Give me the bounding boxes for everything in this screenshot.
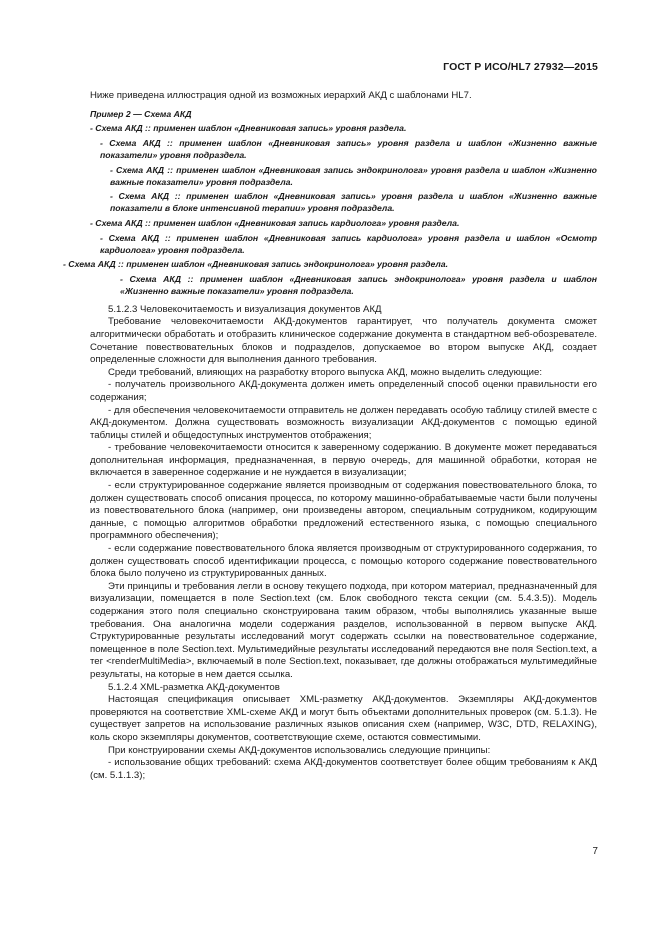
page-number: 7 (592, 846, 598, 857)
example-item: - Схема АКД :: применен шаблон «Дневниковая запись» уровня раздела. (90, 123, 407, 134)
list-item: - получатель произвольного АКД-документа должен иметь определенный способ оценки правильности его содержания; (90, 379, 597, 403)
body-paragraph: Среди требований, влияющих на разработку второго выпуска АКД, можно выделить следующие: (108, 366, 543, 378)
example-title: Пример 2 — Схема АКД (90, 108, 192, 119)
example-item: - Схема АКД :: применен шаблон «Дневниковая запись эндокринолога» уровня раздела. (63, 259, 449, 270)
list-item: - требование человекочитаемости относится к заверенному содержанию. В документе может передаваться дополнительная информация, предназначенная, в первую очередь, для машинной обработки, которая не включается в заверенное содержание и не нуждается в визуализации; (90, 442, 597, 479)
example-item: - Схема АКД :: применен шаблон «Дневниковая запись» уровня раздела и шаблон «Жизненно важные показатели в блоке интенсивной терапии» уровня подраздела. (110, 191, 597, 214)
list-item: - для обеспечения человекочитаемости отправитель не должен передавать особую таблицу стилей вместе с АКД-документом. Должна существовать возможность визуализации АКД-документов с помощью единой таблицы стилей и общедоступных инструментов отображения; (90, 404, 597, 441)
section-heading-5124: 5.1.2.4 XML-разметка АКД-документов (108, 681, 280, 693)
intro-paragraph: Ниже приведена иллюстрация одной из возможных иерархий АКД с шаблонами HL7. (90, 90, 472, 101)
list-item: - если структурированное содержание является производным от содержания повествовательного блока, то должен существовать способ описания процесса, по которому машинно-обрабатываемые части были получены из повествовательного блока (например, они произведены автором, специальным сотрудником, кодирующим данные, с помощью алгоритмов обработки предложений естественного языка, с помощью специального программного обеспечения); (90, 480, 597, 542)
list-item: - использование общих требований: схема АКД-документов соответствует более общим требованиям к АКД (см. 5.1.1.3); (90, 757, 597, 781)
example-item: - Схема АКД :: применен шаблон «Дневниковая запись» уровня раздела и шаблон «Жизненно важные показатели» уровня подраздела. (100, 138, 597, 160)
body-paragraph: При конструировании схемы АКД-документов использовались следующие принципы: (108, 744, 491, 756)
example-item: - Схема АКД :: применен шаблон «Дневниковая запись эндокринолога» уровня раздела и шаблон «Жизненно важные показатели» уровня подраздела. (110, 164, 597, 187)
example-item: - Схема АКД :: применен шаблон «Дневниковая запись эндокринолога» уровня раздела и шаблон «Жизненно важные показатели» уровня подраздела. (120, 274, 597, 296)
example-item: - Схема АКД :: применен шаблон «Дневниковая запись кардиолога» уровня раздела и шаблон «Осмотр кардиолога» уровня подраздела. (100, 232, 597, 255)
standard-code-header: ГОСТ Р ИСО/HL7 27932—2015 (443, 61, 598, 73)
page-content (63, 90, 597, 782)
body-paragraph: Эти принципы и требования легли в основу текущего подхода, при котором материал, предназначенный для визуализации, помещается в поле Section.text (см. Блок свободного текста секции (см. 5.4.3.5)). Модель содержания этого поля специально сконструирована таким образом, чтобы выполнялись указанные выше требования. Она аналогична модели содержания разделов, использованной в первом выпуске АКД. Структурированные результаты исследований могут содержать ссылки на повествовательное содержание, помещенное в поле Section.text. Мультимедийные результаты исследований передаются вне поля Section.text, а тег <renderMultiMedia>, включаемый в поле Section.text, показывает, где должны отображаться мультимедийные результаты, на которые в нем дается ссылка. (90, 580, 597, 680)
body-paragraph: Настоящая спецификация описывает XML-разметку АКД-документов. Экземпляры АКД-документов проверяются на соответствие XML-схеме АКД и могут быть объектами дополнительных проверок (см. 5.1.3). Не существует запретов на использование различных языков описания схем (например, W3C, DTD, RELAXING), коль скоро экземпляры документов, соответствующие схеме, остаются совместимыми. (90, 694, 597, 743)
list-item: - если содержание повествовательного блока является производным от структурированного содержания, то должен существовать способ идентификации процесса, с помощью которого содержание повествовательного блока было получено из структурированных данных. (90, 543, 597, 580)
example-item: - Схема АКД :: применен шаблон «Дневниковая запись кардиолога» уровня раздела. (90, 217, 460, 228)
section-heading-5123: 5.1.2.3 Человекочитаемость и визуализация документов АКД (108, 303, 382, 315)
example-block (63, 108, 597, 298)
body-paragraph: Требование человекочитаемости АКД-документов гарантирует, что получатель документа сможет алгоритмически обработать и отобразить клиническое содержание документа в стандартном веб-обозревателе. Сочетание повествовательных блоков и подразделов, допускаемое во втором выпуске АКД, создает определенные сложности для выполнения данного требования. (90, 316, 597, 366)
